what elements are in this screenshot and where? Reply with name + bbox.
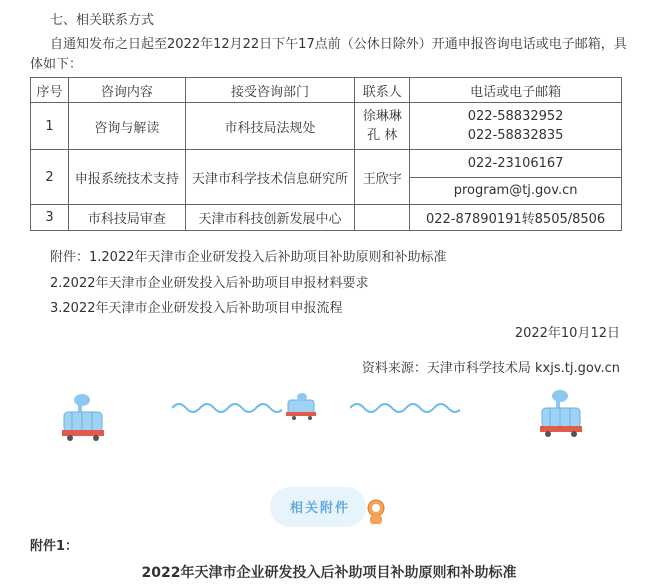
email-address[interactable]: program@tj.gov.cn bbox=[453, 183, 578, 198]
attachment-list-item: 2.2022年天津市企业研发投入后补助项目申报材料要求 bbox=[50, 276, 369, 291]
cell-number: 1 bbox=[31, 103, 69, 150]
contact-name: 孔 林 bbox=[367, 128, 398, 143]
robot-icon bbox=[536, 384, 586, 442]
cell-contact bbox=[355, 103, 410, 150]
wave-icon bbox=[350, 400, 460, 416]
header-department: 接受咨询部门 bbox=[185, 78, 355, 103]
table-row bbox=[31, 103, 622, 150]
cell-content: 咨询与解读 bbox=[68, 103, 185, 150]
cell-content: 申报系统技术支持 bbox=[68, 150, 185, 205]
header-phone-email: 电话或电子邮箱 bbox=[410, 78, 622, 103]
phone-number: 022-58832952 bbox=[467, 109, 564, 124]
header-contact: 联系人 bbox=[355, 78, 410, 103]
astronaut-icon bbox=[362, 498, 390, 528]
attachment-list-item: 附件：1.2022年天津市企业研发投入后补助项目补助原则和补助标准 bbox=[50, 250, 447, 265]
attachment-list-item: 3.2022年天津市企业研发投入后补助项目申报流程 bbox=[50, 301, 343, 316]
table-row bbox=[31, 150, 622, 205]
cell-phone bbox=[410, 150, 622, 205]
intro-text-line1: 自通知发布之日起至2022年12月22日下午17点前（公休日除外）开通申报咨询电话或电子邮箱，具 bbox=[50, 37, 627, 52]
wave-icon bbox=[172, 400, 282, 416]
cell-phone: 022-87890191转8505/8506 bbox=[410, 205, 622, 231]
related-attachments-label: 相关附件 bbox=[290, 501, 351, 516]
section-heading: 七、相关联系方式 bbox=[50, 13, 155, 28]
cell-phone bbox=[410, 103, 622, 150]
header-content: 咨询内容 bbox=[68, 78, 185, 103]
cell-department: 天津市科技创新发展中心 bbox=[185, 205, 355, 231]
cell-department: 天津市科学技术信息研究所 bbox=[185, 150, 355, 205]
phone-number: 022-23106167 bbox=[410, 150, 621, 178]
attachment1-label: 附件1： bbox=[30, 539, 79, 554]
table-row bbox=[31, 205, 622, 231]
contact-name: 徐琳琳 bbox=[362, 109, 402, 124]
cell-contact: 王欣宇 bbox=[355, 150, 410, 205]
cell-number: 2 bbox=[31, 150, 69, 205]
robot-icon bbox=[58, 388, 108, 444]
attachment1-title: 2022年天津市企业研发投入后补助项目补助原则和补助标准 bbox=[141, 565, 517, 581]
intro-text-line2: 体如下： bbox=[30, 57, 83, 72]
cell-content: 市科技局审查 bbox=[68, 205, 185, 231]
publish-date: 2022年10月12日 bbox=[514, 326, 620, 341]
phone-number: 022-58832835 bbox=[467, 128, 564, 143]
table-header-row bbox=[31, 78, 622, 103]
robot-icon bbox=[282, 392, 318, 422]
cell-contact bbox=[355, 205, 410, 231]
header-number: 序号 bbox=[31, 78, 69, 103]
source-credit: 资料来源：天津市科学技术局 kxjs.tj.gov.cn bbox=[361, 361, 620, 376]
contact-table bbox=[30, 77, 622, 231]
cell-number: 3 bbox=[31, 205, 69, 231]
cell-department: 市科技局法规处 bbox=[185, 103, 355, 150]
